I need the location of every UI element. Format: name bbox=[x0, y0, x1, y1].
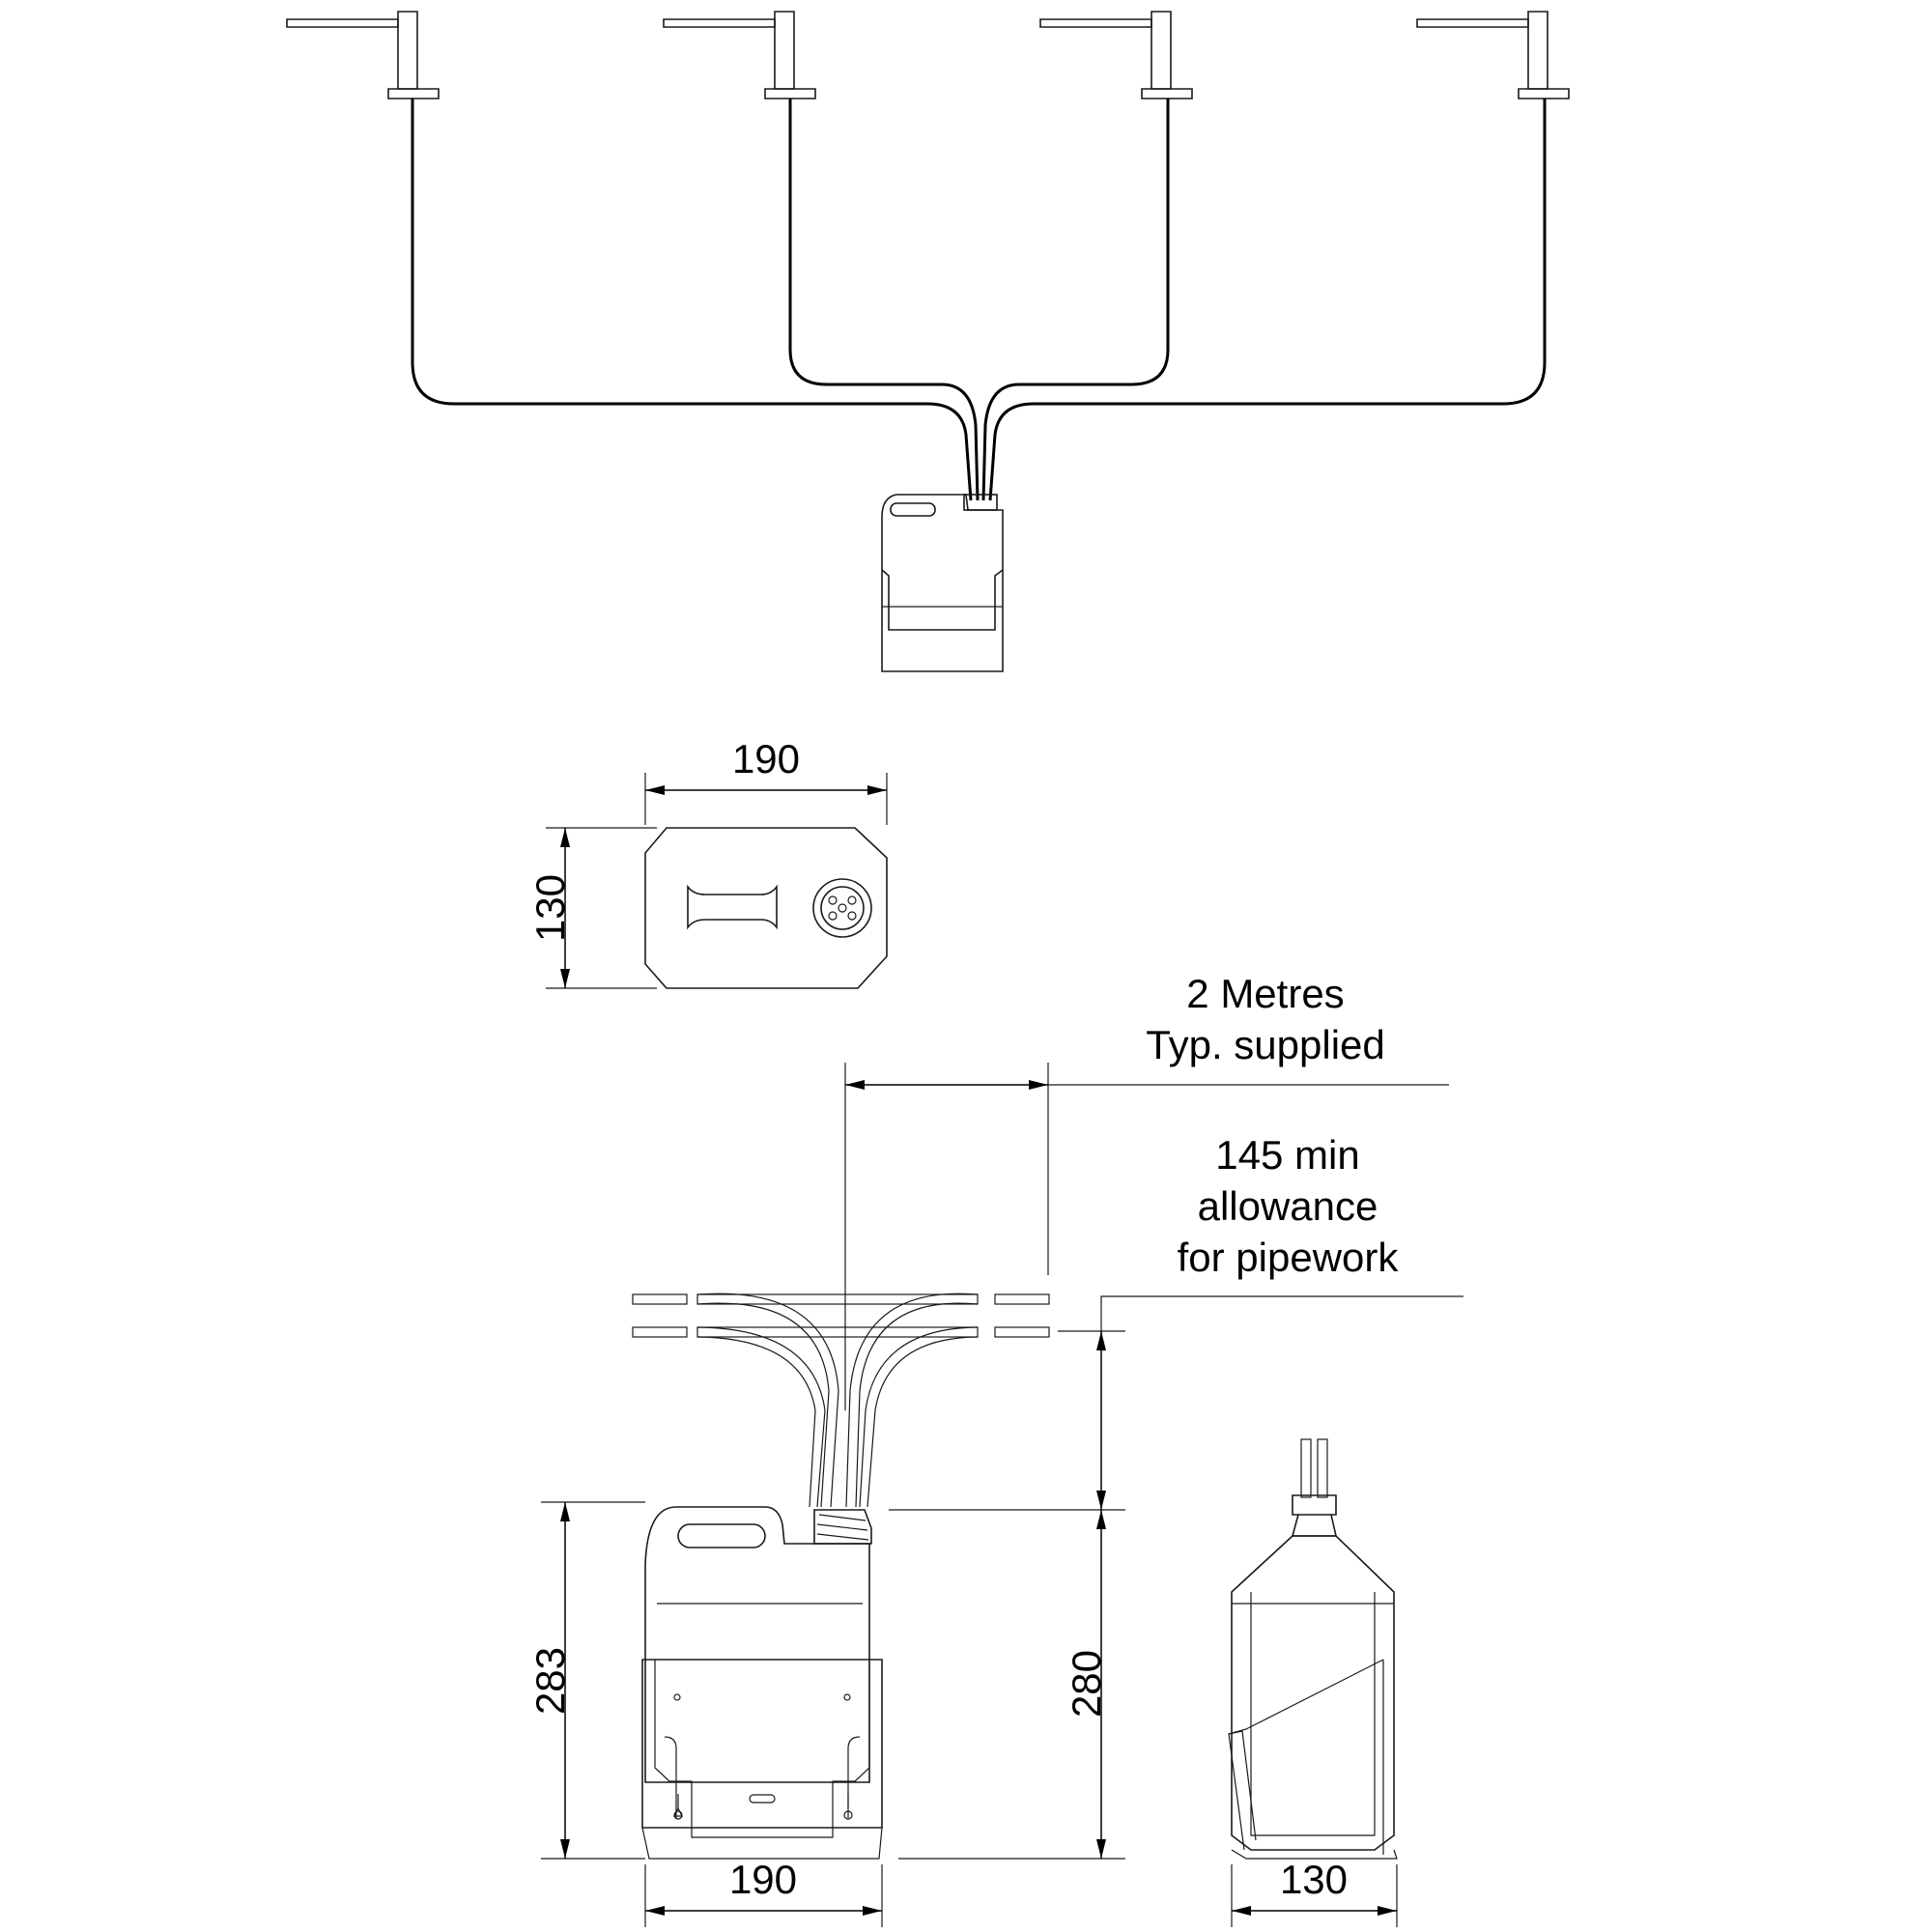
allowance-text-1: 145 min bbox=[1215, 1132, 1360, 1178]
container-overview bbox=[882, 495, 1003, 671]
side-view bbox=[1229, 1439, 1397, 1927]
hose-stubs bbox=[633, 1294, 1049, 1337]
plan-depth-label: 130 bbox=[527, 873, 573, 943]
plan-view bbox=[527, 736, 887, 988]
plan-width-label: 190 bbox=[731, 736, 801, 781]
supply-hoses bbox=[412, 99, 1545, 500]
dispenser-pump-2 bbox=[664, 12, 815, 99]
front-height-label: 283 bbox=[527, 1646, 573, 1716]
hose-length-text-1: 2 Metres bbox=[1186, 971, 1345, 1016]
dispenser-pump-4 bbox=[1417, 12, 1569, 99]
front-width-label: 190 bbox=[728, 1857, 798, 1902]
hose-length-text-2: Typ. supplied bbox=[1146, 1022, 1385, 1067]
allowance-text-2: allowance bbox=[1197, 1183, 1378, 1229]
front-view bbox=[527, 1293, 1125, 1927]
dispenser-pump-3 bbox=[1040, 12, 1192, 99]
side-height-label: 280 bbox=[1064, 1649, 1109, 1719]
dispenser-pump-1 bbox=[287, 12, 439, 99]
side-width-label: 130 bbox=[1279, 1857, 1349, 1902]
front-view-hoses bbox=[697, 1293, 978, 1507]
pipework-allowance-annotation bbox=[889, 1132, 1463, 1510]
allowance-text-3: for pipework bbox=[1177, 1235, 1399, 1280]
dispenser-system-overview bbox=[287, 12, 1569, 671]
